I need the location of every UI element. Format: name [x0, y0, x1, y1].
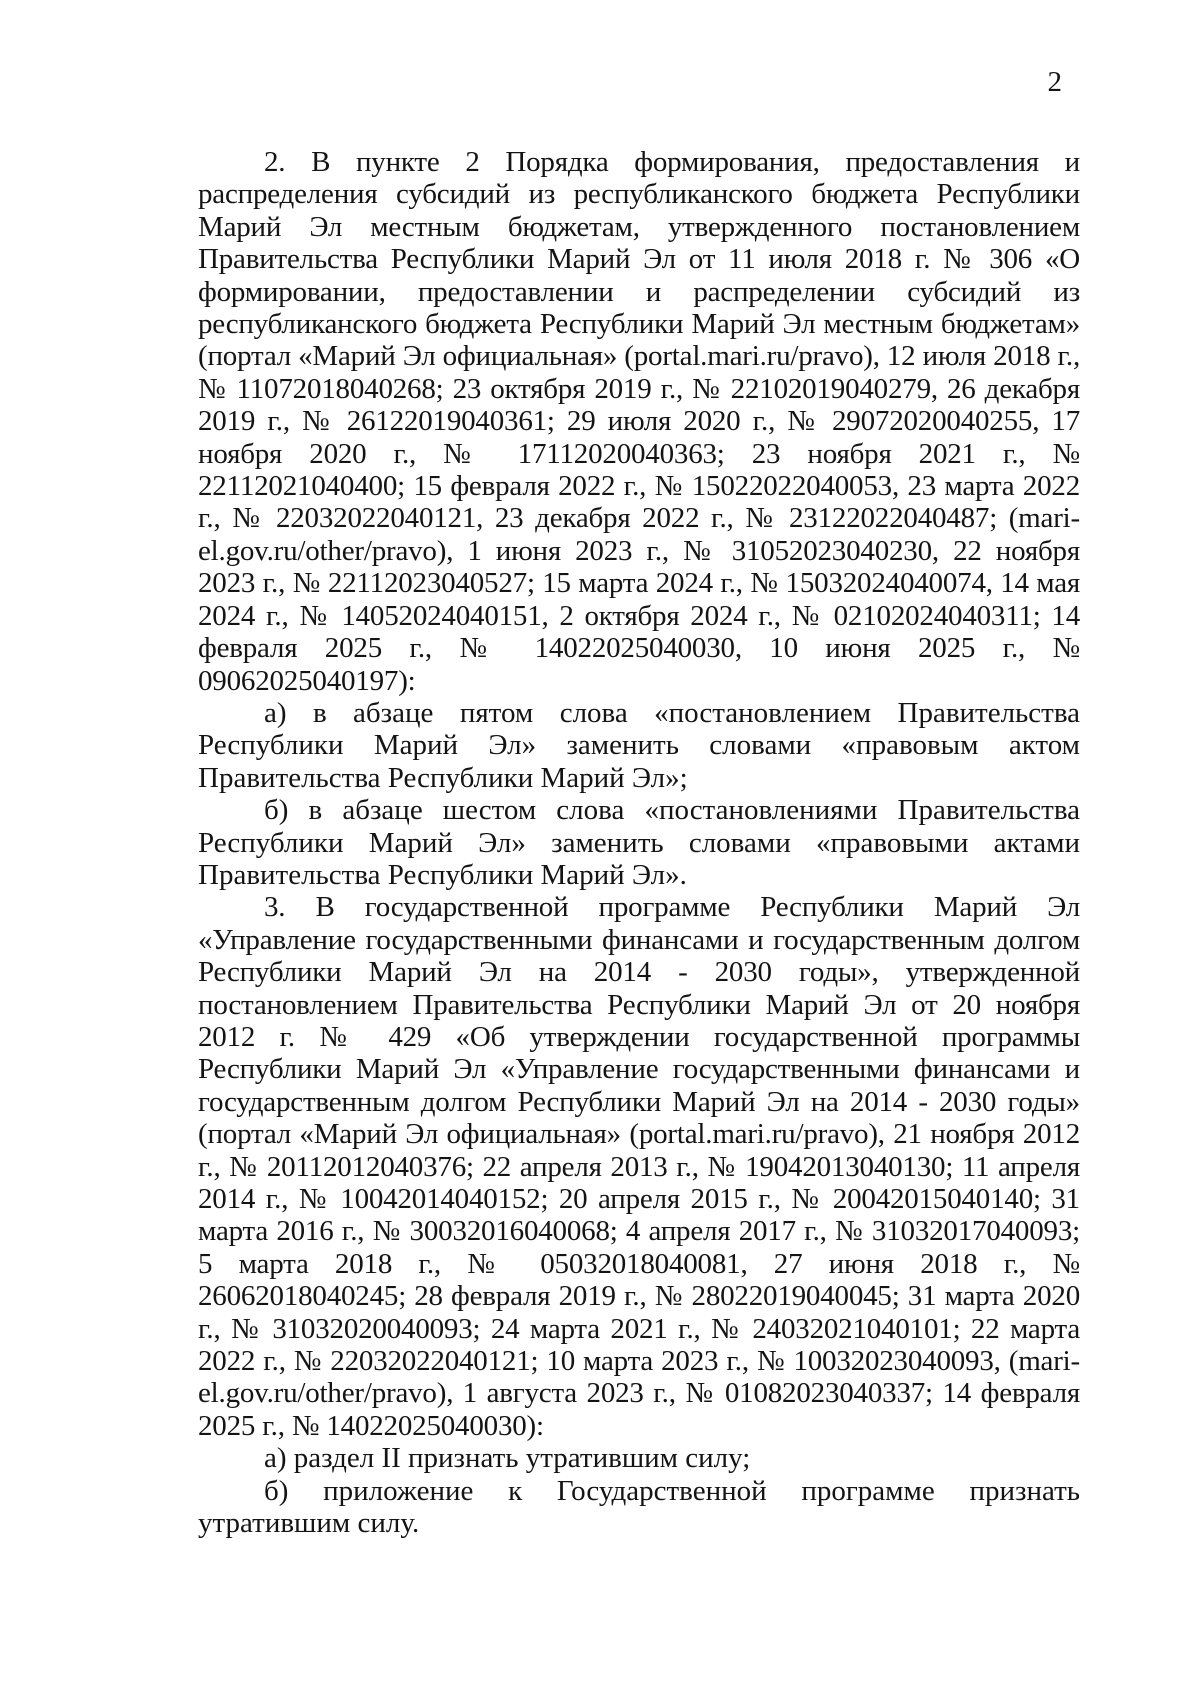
paragraph-item-3: 3. В государственной программе Республики Марий Эл «Управление государственными финансами и государственным долгом Республики Марий Эл на 2014 - 2030 годы», утвержденной постановлением Правительства Республики Марий Эл от 20 ноября 2012 г. № 429 «Об утверждении государственной программы Республики Марий Эл «Управление государственными финансами и государственным долгом Республики Марий Эл на 2014 - 2030 годы» (портал «Марий Эл официальная» (portal.mari.ru/pravo), 21 ноября 2012 г., № 20112012040376; 22 апреля 2013 г., № 19042013040130; 11 апреля 2014 г., № 10042014040152; 20 апреля 2015 г., № 20042015040140; 31 марта 2016 г., № 30032016040068; 4 апреля 2017 г., № 31032017040093; 5 марта 2018 г., № 05032018040081, 27 июня 2018 г., № 26062018040245; 28 февраля 2019 г., № 28022019040045; 31 марта 2020 г., № 31032020040093; 24 марта 2021 г., № 24032021040101; 22 марта 2022 г., № 22032022040121; 10 марта 2023 г., № 10032023040093, (mari-el.gov.ru/other/pravo), 1 августа 2023 г., № 01082023040337; 14 февраля 2025 г., № 14022025040030):: [198, 891, 1080, 1442]
paragraph-item-2: 2. В пункте 2 Порядка формирования, предоставления и распределения субсидий из республиканского бюджета Республики Марий Эл местным бюджетам, утвержденного постановлением Правительства Республики Марий Эл от 11 июля 2018 г. № 306 «О формировании, предоставлении и распределении субсидий из республиканского бюджета Республики Марий Эл местным бюджетам» (портал «Марий Эл официальная» (portal.mari.ru/pravo), 12 июля 2018 г., № 11072018040268; 23 октября 2019 г., № 22102019040279, 26 декабря 2019 г., № 26122019040361; 29 июля 2020 г., № 29072020040255, 17 ноября 2020 г., № 17112020040363; 23 ноября 2021 г., № 22112021040400; 15 февраля 2022 г., № 15022022040053, 23 марта 2022 г., № 22032022040121, 23 декабря 2022 г., № 23122022040487; (mari-el.gov.ru/other/pravo), 1 июня 2023 г., № 31052023040230, 22 ноября 2023 г., № 22112023040527; 15 марта 2024 г., № 15032024040074, 14 мая 2024 г., № 14052024040151, 2 октября 2024 г., № 02102024040311; 14 февраля 2025 г., № 14022025040030, 10 июня 2025 г., № 09062025040197):: [198, 146, 1080, 697]
paragraph-subitem-3a: а) раздел II признать утратившим силу;: [264, 1442, 751, 1475]
paragraph-subitem-3b: б) приложение к Государственной программе признать утратившим силу.: [198, 1474, 1080, 1540]
page-number: 2: [1047, 66, 1062, 98]
paragraph-subitem-2a: а) в абзаце пятом слова «постановлением Правительства Республики Марий Эл» заменить словами «правовым актом Правительства Республики Марий Эл»;: [198, 696, 1080, 794]
document-body: [198, 146, 1080, 1539]
paragraph-subitem-2b: б) в абзаце шестом слова «постановлениями Правительства Республики Марий Эл» заменить словами «правовыми актами Правительства Республики Марий Эл».: [198, 794, 1080, 891]
